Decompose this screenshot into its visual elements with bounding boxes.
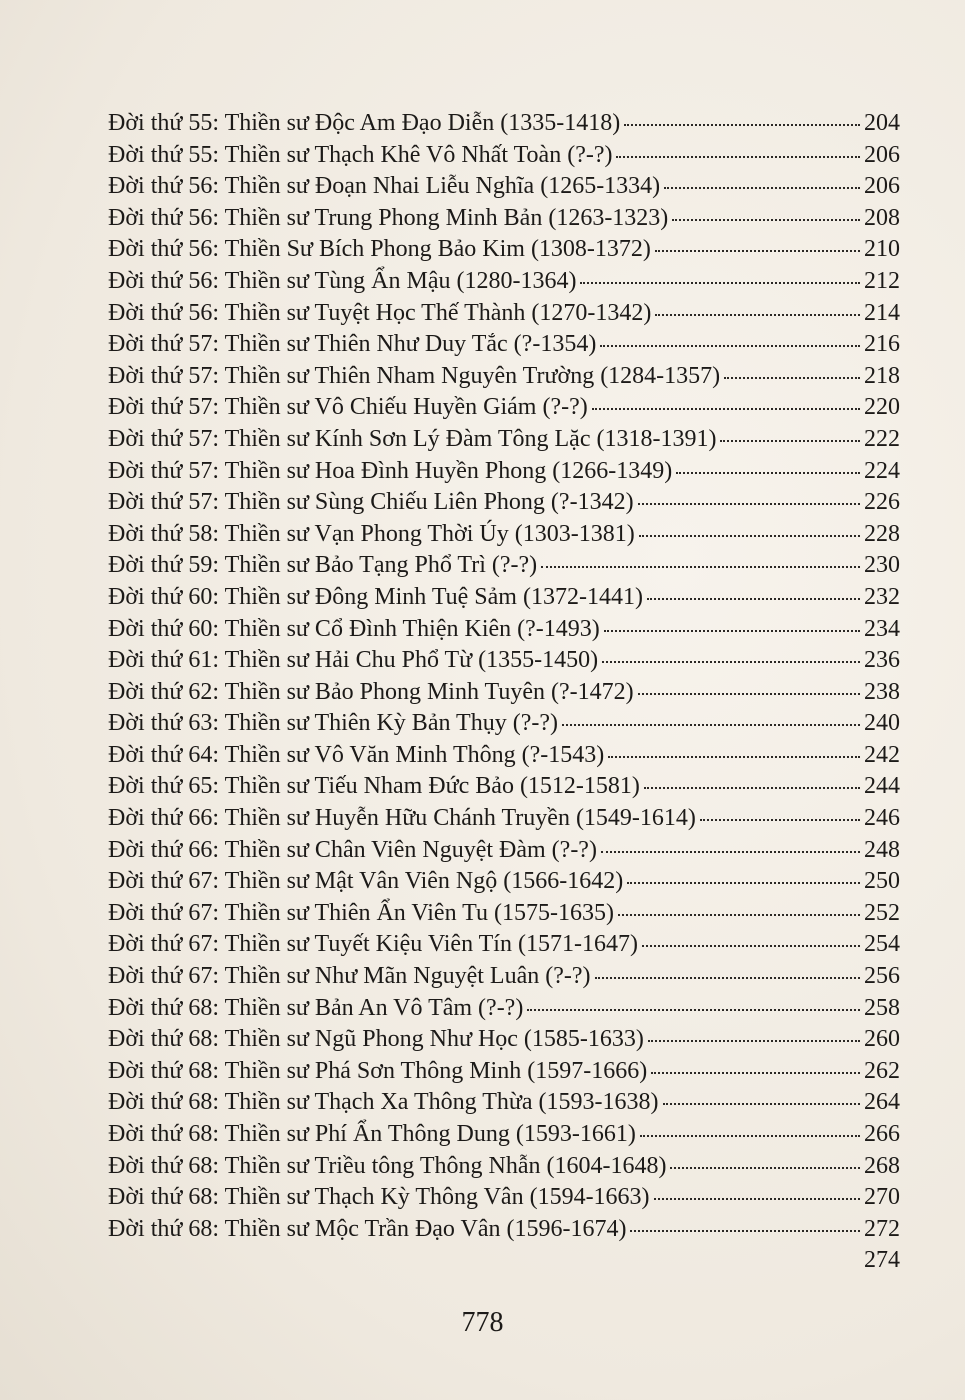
toc-entry-title: Đời thứ 68: Thiền sư Ngũ Phong Như Học (1585-1633) [108,1026,644,1053]
toc-final-page: 274 [864,1247,900,1274]
dot-leader [562,722,860,726]
toc-entry-title: Đời thứ 63: Thiền sư Thiên Kỳ Bản Thụy (?-?) [108,710,558,737]
toc-entry-page: 258 [864,994,900,1021]
toc-entry-page: 244 [864,773,900,800]
toc-entry-page: 208 [864,204,900,231]
toc-entry [108,929,900,961]
toc-entry-title: Đời thứ 57: Thiền sư Sùng Chiếu Liên Phong (?-1342) [108,489,634,516]
toc-entry-title: Đời thứ 67: Thiền sư Tuyết Kiệu Viên Tín (1571-1647) [108,931,638,958]
toc-entry-title: Đời thứ 57: Thiền sư Thiên Nham Nguyên Trường (1284-1357) [108,362,721,389]
dot-leader [640,1133,860,1137]
dot-leader [604,628,860,632]
toc-entry-title: Đời thứ 56: Thiền sư Tùng Ẩn Mậu (1280-1364) [108,267,577,294]
toc-entry-title: Đời thứ 55: Thiền sư Độc Am Đạo Diễn (1335-1418) [108,110,621,136]
toc-entry [108,1182,900,1214]
dot-leader [638,501,860,505]
toc-entry-title: Đời thứ 55: Thiền sư Thạch Khê Vô Nhất Toàn (?-?) [108,141,613,168]
toc-entry-page: 220 [864,394,900,421]
toc-entry-page: 272 [864,1215,900,1242]
toc-entry-title: Đời thứ 66: Thiền sư Chân Viên Nguyệt Đàm (?-?) [108,836,597,863]
toc-entry [108,140,900,172]
toc-entry-page: 268 [864,1152,900,1179]
toc-entry-page: 264 [864,1089,900,1116]
toc-entry-page: 270 [864,1184,900,1211]
dot-leader [676,470,860,474]
toc-entry-page: 214 [864,299,900,326]
dot-leader [663,1101,860,1105]
toc-entry-title: Đời thứ 68: Thiền sư Phí Ẩn Thông Dung (1593-1661) [108,1121,636,1147]
dot-leader [664,185,860,189]
dot-leader [602,659,860,663]
toc-entry-title: Đời thứ 68: Thiền sư Phá Sơn Thông Minh (1597-1666) [108,1057,648,1084]
dot-leader [624,122,860,126]
dot-leader [700,817,860,821]
toc-entry-page: 240 [864,710,900,737]
dot-leader [638,691,860,695]
toc-trailing-page [108,1245,900,1277]
toc-entry-title: Đời thứ 58: Thiền sư Vạn Phong Thời Úy (1303-1381) [108,520,635,547]
toc-entry-page: 204 [864,110,900,136]
toc-entry-title: Đời thứ 59: Thiền sư Bảo Tạng Phổ Trì (?-?) [108,552,538,579]
toc-entry-title: Đời thứ 61: Thiền sư Hải Chu Phổ Từ (1355-1450) [108,647,599,674]
toc-entry [108,645,900,677]
toc-entry [108,1056,900,1088]
toc-entry [108,456,900,488]
dot-leader [541,564,860,568]
toc-entry [108,329,900,361]
toc-entry-page: 242 [864,741,900,768]
toc-entry-title: Đời thứ 67: Thiền sư Thiên Ẩn Viên Tu (1575-1635) [108,899,614,926]
dot-leader [601,849,860,853]
dot-leader [618,912,860,916]
toc-entry-title: Đời thứ 68: Thiền sư Thạch Kỳ Thông Vân (1594-1663) [108,1184,650,1211]
toc-entry [108,898,900,930]
toc-entry-page: 212 [864,267,900,294]
dot-leader [527,1007,860,1011]
toc-entry [108,803,900,835]
dot-leader [616,154,860,158]
toc-entry [108,1151,900,1183]
toc-entry-page: 206 [864,141,900,168]
toc-entry [108,677,900,709]
toc-entry-title: Đời thứ 57: Thiền sư Kính Sơn Lý Đàm Tông Lặc (1318-1391) [108,425,717,452]
toc-entry-page: 226 [864,489,900,516]
toc-entry-title: Đời thứ 68: Thiền sư Bản An Vô Tâm (?-?) [108,994,524,1021]
toc-entry-page: 206 [864,173,900,200]
toc-entry [108,519,900,551]
toc-entry [108,487,900,519]
dot-leader [630,1228,860,1232]
toc-entry-title: Đời thứ 67: Thiền sư Như Mãn Nguyệt Luân (?-?) [108,963,591,990]
toc-entry [108,582,900,614]
toc-entry-title: Đời thứ 65: Thiền sư Tiếu Nham Đức Bảo (1512-1581) [108,773,640,800]
toc-entry-title: Đời thứ 57: Thiền sư Thiên Như Duy Tắc (?-1354) [108,331,597,358]
page-number: 778 [461,1307,504,1338]
toc-entry-title: Đời thứ 62: Thiền sư Bảo Phong Minh Tuyên (?-1472) [108,678,634,705]
dot-leader [580,280,860,284]
toc-entry-title: Đời thứ 57: Thiền sư Hoa Đình Huyền Phong (1266-1349) [108,457,673,484]
toc-entry-page: 210 [864,236,900,263]
toc-entry-title: Đời thứ 60: Thiền sư Đông Minh Tuệ Sảm (1372-1441) [108,583,643,610]
toc-entry-page: 224 [864,457,900,484]
toc-entry-title: Đời thứ 67: Thiền sư Mật Vân Viên Ngộ (1566-1642) [108,868,624,895]
toc-entry-title: Đời thứ 68: Thiền sư Thạch Xa Thông Thừa (1593-1638) [108,1089,659,1116]
toc-entry-title: Đời thứ 56: Thiền Sư Bích Phong Bảo Kim (1308-1372) [108,236,651,263]
toc-entry [108,203,900,235]
toc-entry-page: 254 [864,931,900,958]
dot-leader [644,785,860,789]
toc-entry-page: 236 [864,647,900,674]
dot-leader [608,754,860,758]
dot-leader [592,406,860,410]
toc-entry [108,708,900,740]
toc-entry-page: 228 [864,520,900,547]
toc-entry [108,1087,900,1119]
toc-entry-page: 218 [864,362,900,389]
toc-entry [108,740,900,772]
toc-entry-page: 230 [864,552,900,579]
toc-entry-page: 262 [864,1057,900,1084]
toc-entry-page: 246 [864,805,900,832]
toc-entry-page: 266 [864,1121,900,1147]
toc-entry-title: Đời thứ 66: Thiền sư Huyễn Hữu Chánh Truyền (1549-1614) [108,805,696,832]
dot-leader [720,438,860,442]
toc-entry [108,234,900,266]
dot-leader [655,248,860,252]
toc-entry [108,961,900,993]
dot-leader [627,880,860,884]
toc-entry-page: 232 [864,583,900,610]
toc-entry [108,171,900,203]
toc-entry [108,1214,900,1246]
toc-entry-page: 238 [864,678,900,705]
toc-entry-page: 216 [864,331,900,358]
toc-entry [108,614,900,646]
toc-entry-page: 234 [864,615,900,642]
dot-leader [648,1038,860,1042]
toc-entry [108,1024,900,1056]
toc-entry-page: 260 [864,1026,900,1053]
dot-leader [600,343,860,347]
toc-entry-page: 252 [864,899,900,926]
toc-entry [108,835,900,867]
toc-entry-title: Đời thứ 57: Thiền sư Vô Chiếu Huyền Giám (?-?) [108,394,588,421]
dot-leader [647,596,860,600]
dot-leader [595,975,860,979]
table-of-contents [108,108,900,1277]
toc-entry-title: Đời thứ 68: Thiền sư Mộc Trần Đạo Vân (1596-1674) [108,1215,627,1242]
dot-leader [654,1196,860,1200]
toc-entry-title: Đời thứ 60: Thiền sư Cổ Đình Thiện Kiên (?-1493) [108,615,600,642]
toc-entry-title: Đời thứ 68: Thiền sư Triều tông Thông Nhẫn (1604-1648) [108,1152,667,1179]
dot-leader [724,375,860,379]
toc-entry-title: Đời thứ 56: Thiền sư Tuyệt Học Thế Thành (1270-1342) [108,299,652,326]
toc-entry [108,361,900,393]
toc-entry-page: 256 [864,963,900,990]
toc-entry [108,424,900,456]
dot-leader [651,1070,860,1074]
toc-entry [108,771,900,803]
toc-entry-page: 222 [864,425,900,452]
toc-entry [108,550,900,582]
toc-entry-title: Đời thứ 56: Thiền sư Đoạn Nhai Liễu Nghĩa (1265-1334) [108,173,661,200]
toc-entry [108,392,900,424]
dot-leader [639,533,860,537]
dot-leader [655,312,860,316]
toc-entry [108,108,900,140]
toc-entry [108,993,900,1025]
toc-entry [108,266,900,298]
toc-entry-title: Đời thứ 56: Thiền sư Trung Phong Minh Bản (1263-1323) [108,204,669,231]
dot-leader [642,943,860,947]
toc-entry-page: 250 [864,868,900,895]
toc-entry [108,298,900,330]
toc-entry [108,1119,900,1151]
dot-leader [670,1165,860,1169]
toc-entry-title: Đời thứ 64: Thiền sư Vô Văn Minh Thông (?-1543) [108,741,605,768]
dot-leader [672,217,860,221]
toc-entry [108,866,900,898]
toc-entry-page: 248 [864,836,900,863]
